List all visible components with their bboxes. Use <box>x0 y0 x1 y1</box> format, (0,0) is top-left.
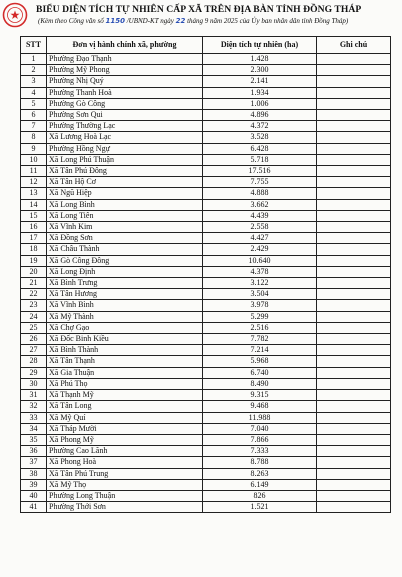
unit-name: Xã Phú Thọ <box>47 378 203 389</box>
row-number: 10 <box>21 154 47 165</box>
area-value: 4.439 <box>203 210 317 221</box>
table-row <box>21 166 391 177</box>
unit-name: Xã Lương Hoà Lạc <box>47 132 203 143</box>
subtitle-middle: /UBND-KT ngày <box>124 17 176 25</box>
row-number: 18 <box>21 244 47 255</box>
unit-name: Phường Nhị Quý <box>47 76 203 87</box>
unit-name: Xã Gò Công Đông <box>47 255 203 266</box>
unit-name: Xã Đồng Sơn <box>47 233 203 244</box>
unit-name: Xã Tân Phú Trung <box>47 468 203 479</box>
row-number: 25 <box>21 322 47 333</box>
unit-name: Phường Sơn Qui <box>47 110 203 121</box>
area-value: 9.468 <box>203 401 317 412</box>
table-row <box>21 289 391 300</box>
unit-name: Xã Thạnh Mỹ <box>47 390 203 401</box>
unit-name: Xã Long Bình <box>47 199 203 210</box>
table-row <box>21 434 391 445</box>
area-value: 7.782 <box>203 334 317 345</box>
table-row <box>21 311 391 322</box>
unit-name: Xã Vĩnh Kim <box>47 222 203 233</box>
unit-name: Phường Gò Công <box>47 98 203 109</box>
table-row <box>21 76 391 87</box>
note-cell <box>317 367 391 378</box>
note-cell <box>317 233 391 244</box>
unit-name: Xã Tân Phú Đông <box>47 166 203 177</box>
unit-name: Phường Long Thuận <box>47 490 203 501</box>
unit-name: Xã Mỹ Quí <box>47 412 203 423</box>
unit-name: Xã Tân Hộ Cơ <box>47 177 203 188</box>
note-cell <box>317 98 391 109</box>
table-row <box>21 54 391 65</box>
note-cell <box>317 378 391 389</box>
table-row <box>21 87 391 98</box>
area-value: 17.516 <box>203 166 317 177</box>
note-cell <box>317 166 391 177</box>
row-number: 12 <box>21 177 47 188</box>
table-row <box>21 199 391 210</box>
row-number: 11 <box>21 166 47 177</box>
document-title: BIỂU DIỆN TÍCH TỰ NHIÊN CẤP XÃ TRÊN ĐỊA BÀN TỈNH ĐỒNG THÁP <box>36 4 362 15</box>
area-value: 4.896 <box>203 110 317 121</box>
note-cell <box>317 244 391 255</box>
area-value: 3.528 <box>203 132 317 143</box>
area-value: 6.740 <box>203 367 317 378</box>
area-value: 3.978 <box>203 300 317 311</box>
note-cell <box>317 334 391 345</box>
note-cell <box>317 345 391 356</box>
area-value: 2.558 <box>203 222 317 233</box>
unit-name: Phường Đạo Thạnh <box>47 54 203 65</box>
note-cell <box>317 154 391 165</box>
unit-name: Xã Tân Long <box>47 401 203 412</box>
note-cell <box>317 390 391 401</box>
table-header-row <box>21 37 391 54</box>
unit-name: Phường Thường Lạc <box>47 121 203 132</box>
unit-name: Xã Vĩnh Bình <box>47 300 203 311</box>
row-number: 30 <box>21 378 47 389</box>
area-value: 4.372 <box>203 121 317 132</box>
table-row <box>21 244 391 255</box>
note-cell <box>317 502 391 513</box>
note-cell <box>317 401 391 412</box>
unit-name: Xã Châu Thành <box>47 244 203 255</box>
note-cell <box>317 177 391 188</box>
table-row <box>21 490 391 501</box>
area-value: 7.755 <box>203 177 317 188</box>
area-value: 8.788 <box>203 457 317 468</box>
note-cell <box>317 65 391 76</box>
row-number: 22 <box>21 289 47 300</box>
row-number: 8 <box>21 132 47 143</box>
row-number: 7 <box>21 121 47 132</box>
row-number: 20 <box>21 266 47 277</box>
note-cell <box>317 289 391 300</box>
row-number: 32 <box>21 401 47 412</box>
area-value: 11.988 <box>203 412 317 423</box>
table-row <box>21 222 391 233</box>
area-value: 2.300 <box>203 65 317 76</box>
unit-name: Xã Ngũ Hiệp <box>47 188 203 199</box>
unit-name: Xã Phong Hoà <box>47 457 203 468</box>
table-row <box>21 378 391 389</box>
area-value: 3.122 <box>203 278 317 289</box>
note-cell <box>317 457 391 468</box>
area-value: 2.429 <box>203 244 317 255</box>
note-cell <box>317 143 391 154</box>
area-value: 6.149 <box>203 479 317 490</box>
area-value: 7.866 <box>203 434 317 445</box>
table-row <box>21 334 391 345</box>
row-number: 36 <box>21 446 47 457</box>
area-value: 1.428 <box>203 54 317 65</box>
note-cell <box>317 255 391 266</box>
table-row <box>21 322 391 333</box>
table-row <box>21 210 391 221</box>
table-row <box>21 255 391 266</box>
table-row <box>21 110 391 121</box>
table-row <box>21 367 391 378</box>
note-cell <box>317 121 391 132</box>
table-row <box>21 412 391 423</box>
handwritten-day: 22 <box>175 17 186 25</box>
document-subtitle <box>38 17 348 25</box>
area-value: 9.315 <box>203 390 317 401</box>
unit-name: Xã Phong Mỹ <box>47 434 203 445</box>
row-number: 16 <box>21 222 47 233</box>
note-cell <box>317 132 391 143</box>
area-value: 826 <box>203 490 317 501</box>
row-number: 9 <box>21 143 47 154</box>
unit-name: Xã Đốc Binh Kiều <box>47 334 203 345</box>
area-value: 2.141 <box>203 76 317 87</box>
area-table <box>20 36 391 513</box>
note-cell <box>317 300 391 311</box>
row-number: 39 <box>21 479 47 490</box>
row-number: 13 <box>21 188 47 199</box>
row-number: 23 <box>21 300 47 311</box>
note-cell <box>317 222 391 233</box>
area-value: 7.040 <box>203 423 317 434</box>
area-value: 10.640 <box>203 255 317 266</box>
area-value: 7.214 <box>203 345 317 356</box>
table-row <box>21 401 391 412</box>
note-cell <box>317 322 391 333</box>
table-row <box>21 345 391 356</box>
row-number: 31 <box>21 390 47 401</box>
header-note: Ghi chú <box>317 37 391 54</box>
note-cell <box>317 490 391 501</box>
header-area: Diện tích tự nhiên (ha) <box>203 37 317 54</box>
subtitle-prefix: (Kèm theo Công văn số <box>38 17 106 25</box>
table-row <box>21 502 391 513</box>
unit-name: Xã Gia Thuận <box>47 367 203 378</box>
area-value: 7.333 <box>203 446 317 457</box>
table-row <box>21 154 391 165</box>
unit-name: Xã Bình Trưng <box>47 278 203 289</box>
area-value: 8.490 <box>203 378 317 389</box>
row-number: 34 <box>21 423 47 434</box>
note-cell <box>317 423 391 434</box>
unit-name: Phường Cao Lãnh <box>47 446 203 457</box>
area-value: 6.428 <box>203 143 317 154</box>
row-number: 4 <box>21 87 47 98</box>
note-cell <box>317 266 391 277</box>
area-value: 5.299 <box>203 311 317 322</box>
row-number: 38 <box>21 468 47 479</box>
handwritten-doc-number: 1150 <box>105 17 125 25</box>
table-row <box>21 65 391 76</box>
note-cell <box>317 278 391 289</box>
note-cell <box>317 110 391 121</box>
area-value: 1.521 <box>203 502 317 513</box>
unit-name: Xã Long Phú Thuận <box>47 154 203 165</box>
table-row <box>21 356 391 367</box>
table-row <box>21 233 391 244</box>
red-seal-stamp-icon <box>2 2 28 28</box>
area-value: 2.516 <box>203 322 317 333</box>
note-cell <box>317 356 391 367</box>
table-row <box>21 300 391 311</box>
row-number: 40 <box>21 490 47 501</box>
note-cell <box>317 188 391 199</box>
unit-name: Phường Mỹ Phong <box>47 65 203 76</box>
row-number: 1 <box>21 54 47 65</box>
row-number: 17 <box>21 233 47 244</box>
note-cell <box>317 311 391 322</box>
unit-name: Xã Tân Hương <box>47 289 203 300</box>
table-body <box>21 54 391 513</box>
row-number: 5 <box>21 98 47 109</box>
row-number: 14 <box>21 199 47 210</box>
unit-name: Phường Thanh Hoà <box>47 87 203 98</box>
row-number: 26 <box>21 334 47 345</box>
row-number: 24 <box>21 311 47 322</box>
note-cell <box>317 199 391 210</box>
row-number: 28 <box>21 356 47 367</box>
row-number: 27 <box>21 345 47 356</box>
area-value: 4.427 <box>203 233 317 244</box>
unit-name: Phường Hồng Ngự <box>47 143 203 154</box>
table-row <box>21 98 391 109</box>
area-value: 3.504 <box>203 289 317 300</box>
unit-name: Xã Mỹ Thọ <box>47 479 203 490</box>
row-number: 29 <box>21 367 47 378</box>
row-number: 41 <box>21 502 47 513</box>
unit-name: Xã Long Tiên <box>47 210 203 221</box>
note-cell <box>317 412 391 423</box>
note-cell <box>317 54 391 65</box>
row-number: 6 <box>21 110 47 121</box>
table-row <box>21 278 391 289</box>
note-cell <box>317 210 391 221</box>
row-number: 15 <box>21 210 47 221</box>
table-row <box>21 266 391 277</box>
table-row <box>21 390 391 401</box>
note-cell <box>317 76 391 87</box>
table-row <box>21 423 391 434</box>
note-cell <box>317 434 391 445</box>
table-row <box>21 446 391 457</box>
header-stt: STT <box>21 37 47 54</box>
area-value: 5.968 <box>203 356 317 367</box>
row-number: 21 <box>21 278 47 289</box>
row-number: 19 <box>21 255 47 266</box>
unit-name: Xã Long Định <box>47 266 203 277</box>
table-row <box>21 188 391 199</box>
table-row <box>21 479 391 490</box>
header-unit-name: Đơn vị hành chính xã, phường <box>47 37 203 54</box>
note-cell <box>317 479 391 490</box>
row-number: 3 <box>21 76 47 87</box>
table-row <box>21 177 391 188</box>
table-row <box>21 121 391 132</box>
area-value: 3.662 <box>203 199 317 210</box>
unit-name: Phường Thới Sơn <box>47 502 203 513</box>
note-cell <box>317 87 391 98</box>
table-row <box>21 457 391 468</box>
row-number: 35 <box>21 434 47 445</box>
table-row <box>21 132 391 143</box>
area-value: 1.006 <box>203 98 317 109</box>
area-value: 4.378 <box>203 266 317 277</box>
table-row <box>21 143 391 154</box>
note-cell <box>317 446 391 457</box>
area-value: 5.718 <box>203 154 317 165</box>
area-value: 4.888 <box>203 188 317 199</box>
table-row <box>21 468 391 479</box>
row-number: 37 <box>21 457 47 468</box>
row-number: 33 <box>21 412 47 423</box>
area-value: 1.934 <box>203 87 317 98</box>
unit-name: Xã Tháp Mười <box>47 423 203 434</box>
unit-name: Xã Bình Thành <box>47 345 203 356</box>
unit-name: Xã Mỹ Thành <box>47 311 203 322</box>
unit-name: Xã Tân Thạnh <box>47 356 203 367</box>
area-value: 8.263 <box>203 468 317 479</box>
row-number: 2 <box>21 65 47 76</box>
note-cell <box>317 468 391 479</box>
subtitle-suffix: tháng 9 năm 2025 của Ủy ban nhân dân tỉnh Đồng Tháp) <box>185 17 349 25</box>
unit-name: Xã Chợ Gạo <box>47 322 203 333</box>
